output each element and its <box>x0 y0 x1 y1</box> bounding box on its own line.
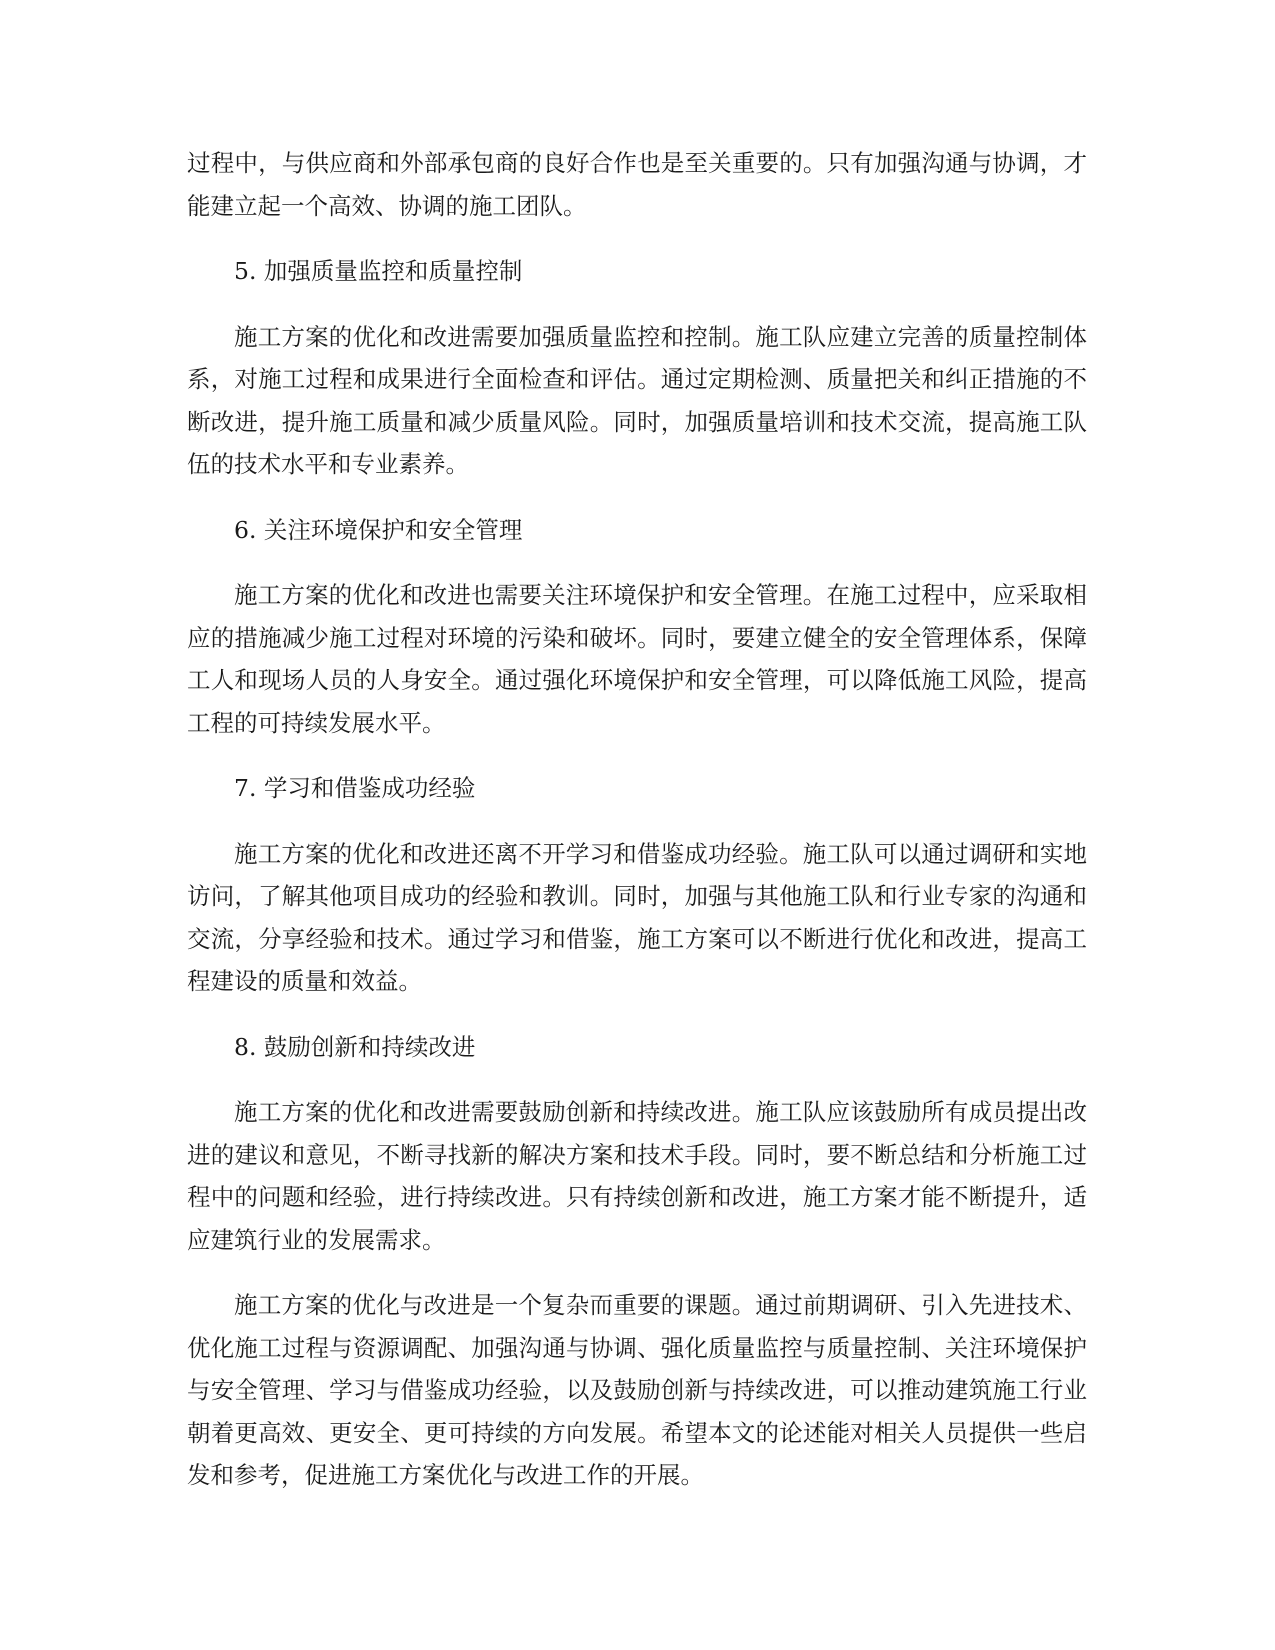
paragraph-environment-safety: 施工方案的优化和改进也需要关注环境保护和安全管理。在施工过程中，应采取相应的措施减少施工过程对环境的污染和破坏。同时，要建立健全的安全管理体系，保障工人和现场人员的人身安全。通过强化环境保护和安全管理，可以降低施工风险，提高工程的可持续发展水平。 <box>187 581 1087 737</box>
section-heading-6: 6. 关注环境保护和安全管理 <box>234 515 523 544</box>
paragraph-innovation: 施工方案的优化和改进需要鼓励创新和持续改进。施工队应该鼓励所有成员提出改进的建议和意见，不断寻找新的解决方案和技术手段。同时，要不断总结和分析施工过程中的问题和经验，进行持续改进。只有持续创新和改进，施工方案才能不断提升，适应建筑行业的发展需求。 <box>187 1098 1087 1254</box>
paragraph-conclusion: 施工方案的优化与改进是一个复杂而重要的课题。通过前期调研、引入先进技术、优化施工过程与资源调配、加强沟通与协调、强化质量监控与质量控制、关注环境保护与安全管理、学习与借鉴成功经验，以及鼓励创新与持续改进，可以推动建筑施工行业朝着更高效、更安全、更可持续的方向发展。希望本文的论述能对相关人员提供一些启发和参考，促进施工方案优化与改进工作的开展。 <box>187 1291 1087 1489</box>
section-heading-7: 7. 学习和借鉴成功经验 <box>234 774 476 802</box>
section-heading-8: 8. 鼓励创新和持续改进 <box>234 1032 476 1061</box>
paragraph-quality-control: 施工方案的优化和改进需要加强质量监控和控制。施工队应建立完善的质量控制体系，对施工过程和成果进行全面检查和评估。通过定期检测、质量把关和纠正措施的不断改进，提升施工质量和减少质量风险。同时，加强质量培训和技术交流，提高施工队伍的技术水平和专业素养。 <box>187 322 1087 478</box>
paragraph-continuation: 过程中，与供应商和外部承包商的良好合作也是至关重要的。只有加强沟通与协调，才能建立起一个高效、协调的施工团队。 <box>187 149 1087 220</box>
document-page <box>187 142 1087 1520</box>
paragraph-learning-experience: 施工方案的优化和改进还离不开学习和借鉴成功经验。施工队可以通过调研和实地访问，了解其他项目成功的经验和教训。同时，加强与其他施工队和行业专家的沟通和交流，分享经验和技术。通过学习和借鉴，施工方案可以不断进行优化和改进，提高工程建设的质量和效益。 <box>187 839 1087 995</box>
section-heading-5: 5. 加强质量监控和质量控制 <box>234 257 523 285</box>
